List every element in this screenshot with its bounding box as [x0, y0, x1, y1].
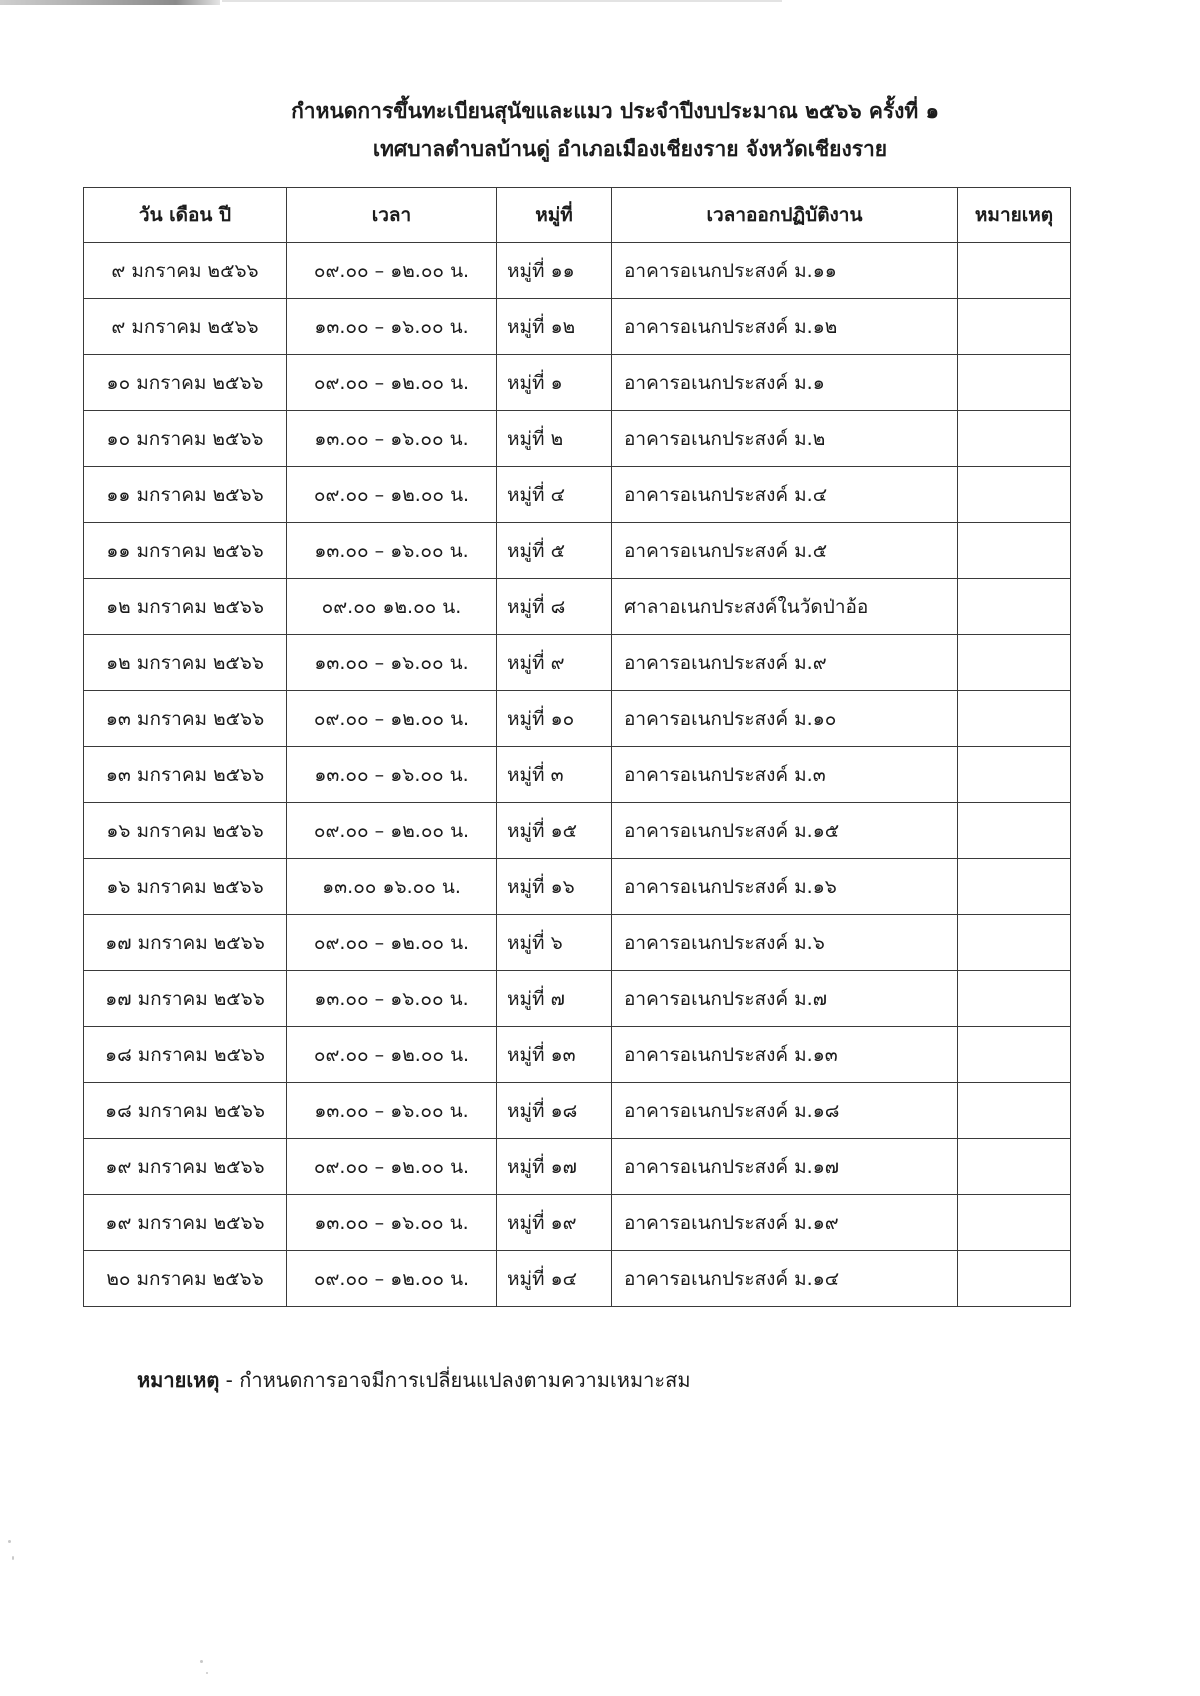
footnote-label: หมายเหตุ: [137, 1368, 220, 1392]
scan-edge-mark: [0, 0, 220, 5]
cell-moo: หมู่ที่ ๑๑: [497, 243, 612, 299]
schedule-table: [83, 187, 1071, 1307]
title-line-2: เทศบาลตำบลบ้านดู่ อำเภอเมืองเชียงราย จังหวัดเชียงราย: [372, 137, 888, 161]
cell-remark: [958, 243, 1071, 299]
scan-edge-mark-faint: [222, 0, 782, 2]
table-row: [84, 355, 1071, 411]
table-row: [84, 579, 1071, 635]
table-row: [84, 971, 1071, 1027]
document-title: [0, 92, 1200, 168]
cell-time: ๑๓.๐๐ – ๑๖.๐๐ น.: [287, 523, 497, 579]
cell-time: ๐๙.๐๐ – ๑๒.๐๐ น.: [287, 915, 497, 971]
cell-moo: หมู่ที่ ๑๓: [497, 1027, 612, 1083]
cell-moo: หมู่ที่ ๘: [497, 579, 612, 635]
cell-date: ๑๐ มกราคม ๒๕๖๖: [84, 411, 287, 467]
footnote: [137, 1364, 691, 1396]
cell-remark: [958, 523, 1071, 579]
table-row: [84, 1027, 1071, 1083]
cell-moo: หมู่ที่ ๙: [497, 635, 612, 691]
table-row: [84, 299, 1071, 355]
cell-time: ๐๙.๐๐ – ๑๒.๐๐ น.: [287, 691, 497, 747]
cell-time: ๑๓.๐๐ – ๑๖.๐๐ น.: [287, 635, 497, 691]
table-row: [84, 691, 1071, 747]
cell-time: ๐๙.๐๐ – ๑๒.๐๐ น.: [287, 467, 497, 523]
cell-moo: หมู่ที่ ๓: [497, 747, 612, 803]
cell-time: ๐๙.๐๐ – ๑๒.๐๐ น.: [287, 355, 497, 411]
cell-date: ๑๑ มกราคม ๒๕๖๖: [84, 467, 287, 523]
cell-place: อาคารอเนกประสงค์ ม.๔: [612, 467, 958, 523]
cell-date: ๑๑ มกราคม ๒๕๖๖: [84, 523, 287, 579]
cell-moo: หมู่ที่ ๑: [497, 355, 612, 411]
cell-place: อาคารอเนกประสงค์ ม.๕: [612, 523, 958, 579]
cell-place: อาคารอเนกประสงค์ ม.๑๑: [612, 243, 958, 299]
cell-date: ๑๖ มกราคม ๒๕๖๖: [84, 803, 287, 859]
cell-remark: [958, 299, 1071, 355]
cell-remark: [958, 467, 1071, 523]
cell-moo: หมู่ที่ ๑๒: [497, 299, 612, 355]
cell-remark: [958, 355, 1071, 411]
table-row: [84, 915, 1071, 971]
cell-moo: หมู่ที่ ๔: [497, 467, 612, 523]
cell-moo: หมู่ที่ ๑๖: [497, 859, 612, 915]
header-time: เวลา: [287, 188, 497, 243]
cell-time: ๐๙.๐๐ – ๑๒.๐๐ น.: [287, 1139, 497, 1195]
cell-remark: [958, 1027, 1071, 1083]
cell-time: ๑๓.๐๐ – ๑๖.๐๐ น.: [287, 1195, 497, 1251]
cell-moo: หมู่ที่ ๗: [497, 971, 612, 1027]
cell-remark: [958, 635, 1071, 691]
cell-remark: [958, 859, 1071, 915]
cell-date: ๑๘ มกราคม ๒๕๖๖: [84, 1027, 287, 1083]
cell-moo: หมู่ที่ ๑๕: [497, 803, 612, 859]
scan-speck: [200, 1660, 203, 1663]
table-body: [84, 243, 1071, 1307]
cell-moo: หมู่ที่ ๑๐: [497, 691, 612, 747]
cell-date: ๑๓ มกราคม ๒๕๖๖: [84, 747, 287, 803]
cell-moo: หมู่ที่ ๑๔: [497, 1251, 612, 1307]
cell-place: ศาลาอเนกประสงค์ในวัดป่าอ้อ: [612, 579, 958, 635]
scan-speck: [12, 1556, 14, 1560]
cell-date: ๑๐ มกราคม ๒๕๖๖: [84, 355, 287, 411]
header-date: วัน เดือน ปี: [84, 188, 287, 243]
cell-date: ๑๓ มกราคม ๒๕๖๖: [84, 691, 287, 747]
cell-place: อาคารอเนกประสงค์ ม.๑๕: [612, 803, 958, 859]
title-line-1: กำหนดการขึ้นทะเบียนสุนัขและแมว ประจำปีงบประมาณ ๒๕๖๖ ครั้งที่ ๑: [291, 99, 939, 123]
cell-remark: [958, 411, 1071, 467]
cell-date: ๑๙ มกราคม ๒๕๖๖: [84, 1139, 287, 1195]
cell-place: อาคารอเนกประสงค์ ม.๑๗: [612, 1139, 958, 1195]
cell-date: ๑๒ มกราคม ๒๕๖๖: [84, 579, 287, 635]
cell-place: อาคารอเนกประสงค์ ม.๑๐: [612, 691, 958, 747]
cell-time: ๐๙.๐๐ – ๑๒.๐๐ น.: [287, 243, 497, 299]
cell-time: ๑๓.๐๐ ๑๖.๐๐ น.: [287, 859, 497, 915]
cell-date: ๒๐ มกราคม ๒๕๖๖: [84, 1251, 287, 1307]
table-row: [84, 411, 1071, 467]
cell-time: ๑๓.๐๐ – ๑๖.๐๐ น.: [287, 411, 497, 467]
cell-moo: หมู่ที่ ๕: [497, 523, 612, 579]
table-row: [84, 635, 1071, 691]
cell-place: อาคารอเนกประสงค์ ม.๑๖: [612, 859, 958, 915]
cell-date: ๑๘ มกราคม ๒๕๖๖: [84, 1083, 287, 1139]
header-moo: หมู่ที่: [497, 188, 612, 243]
cell-place: อาคารอเนกประสงค์ ม.๑๔: [612, 1251, 958, 1307]
table-row: [84, 1195, 1071, 1251]
scan-speck: [8, 1540, 11, 1543]
cell-date: ๑๗ มกราคม ๒๕๖๖: [84, 971, 287, 1027]
header-remark: หมายเหตุ: [958, 188, 1071, 243]
cell-place: อาคารอเนกประสงค์ ม.๖: [612, 915, 958, 971]
cell-remark: [958, 1139, 1071, 1195]
cell-date: ๑๖ มกราคม ๒๕๖๖: [84, 859, 287, 915]
cell-time: ๐๙.๐๐ – ๑๒.๐๐ น.: [287, 803, 497, 859]
table-header-row: [84, 188, 1071, 243]
cell-remark: [958, 1195, 1071, 1251]
cell-remark: [958, 579, 1071, 635]
table-row: [84, 747, 1071, 803]
table-row: [84, 859, 1071, 915]
cell-date: ๑๙ มกราคม ๒๕๖๖: [84, 1195, 287, 1251]
table-row: [84, 1083, 1071, 1139]
cell-time: ๑๓.๐๐ – ๑๖.๐๐ น.: [287, 971, 497, 1027]
cell-remark: [958, 1083, 1071, 1139]
cell-place: อาคารอเนกประสงค์ ม.๒: [612, 411, 958, 467]
table-row: [84, 1139, 1071, 1195]
cell-place: อาคารอเนกประสงค์ ม.๑๒: [612, 299, 958, 355]
table-row: [84, 1251, 1071, 1307]
cell-time: ๐๙.๐๐ – ๑๒.๐๐ น.: [287, 1251, 497, 1307]
cell-moo: หมู่ที่ ๑๙: [497, 1195, 612, 1251]
cell-place: อาคารอเนกประสงค์ ม.๓: [612, 747, 958, 803]
cell-moo: หมู่ที่ ๖: [497, 915, 612, 971]
cell-place: อาคารอเนกประสงค์ ม.๙: [612, 635, 958, 691]
cell-time: ๐๙.๐๐ ๑๒.๐๐ น.: [287, 579, 497, 635]
cell-moo: หมู่ที่ ๑๘: [497, 1083, 612, 1139]
cell-remark: [958, 803, 1071, 859]
cell-place: อาคารอเนกประสงค์ ม.๑: [612, 355, 958, 411]
table-row: [84, 243, 1071, 299]
cell-time: ๑๓.๐๐ – ๑๖.๐๐ น.: [287, 747, 497, 803]
cell-time: ๑๓.๐๐ – ๑๖.๐๐ น.: [287, 299, 497, 355]
cell-place: อาคารอเนกประสงค์ ม.๑๙: [612, 1195, 958, 1251]
cell-moo: หมู่ที่ ๑๗: [497, 1139, 612, 1195]
cell-time: ๑๓.๐๐ – ๑๖.๐๐ น.: [287, 1083, 497, 1139]
table-row: [84, 467, 1071, 523]
table-row: [84, 523, 1071, 579]
cell-date: ๑๗ มกราคม ๒๕๖๖: [84, 915, 287, 971]
cell-date: ๙ มกราคม ๒๕๖๖: [84, 243, 287, 299]
table-row: [84, 803, 1071, 859]
header-place: เวลาออกปฏิบัติงาน: [612, 188, 958, 243]
cell-date: ๑๒ มกราคม ๒๕๖๖: [84, 635, 287, 691]
cell-moo: หมู่ที่ ๒: [497, 411, 612, 467]
cell-date: ๙ มกราคม ๒๕๖๖: [84, 299, 287, 355]
footnote-text: - กำหนดการอาจมีการเปลี่ยนแปลงตามความเหมาะสม: [219, 1368, 691, 1392]
scan-speck: [206, 1672, 208, 1674]
cell-place: อาคารอเนกประสงค์ ม.๑๘: [612, 1083, 958, 1139]
cell-time: ๐๙.๐๐ – ๑๒.๐๐ น.: [287, 1027, 497, 1083]
cell-place: อาคารอเนกประสงค์ ม.๑๓: [612, 1027, 958, 1083]
cell-remark: [958, 971, 1071, 1027]
cell-place: อาคารอเนกประสงค์ ม.๗: [612, 971, 958, 1027]
cell-remark: [958, 747, 1071, 803]
cell-remark: [958, 1251, 1071, 1307]
cell-remark: [958, 915, 1071, 971]
cell-remark: [958, 691, 1071, 747]
